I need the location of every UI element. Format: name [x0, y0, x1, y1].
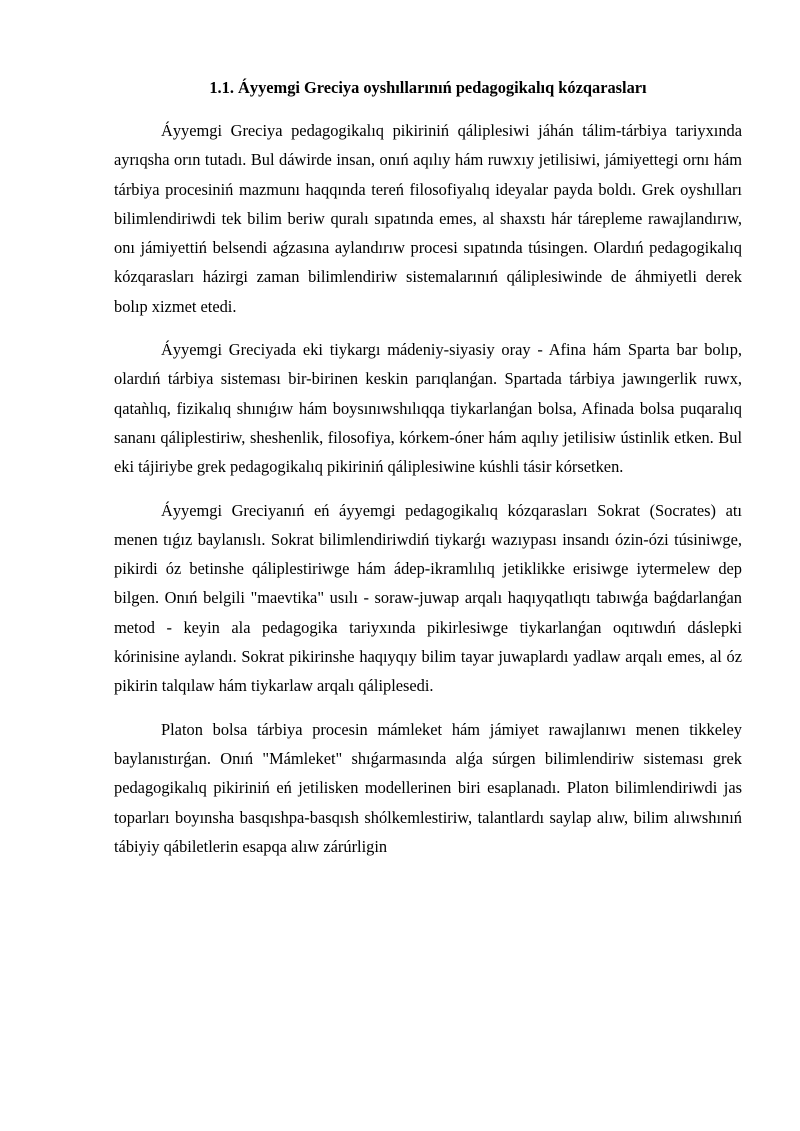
paragraph-plato: Platon bolsa tárbiya procesin mámleket hám jámiyet rawajlanıwı menen tikkeley baylanıstırǵan. Onıń "Mámleket" shıǵarmasında alǵa súrgen bilimlendiriw sisteması grek pedagogikalıq pikiriniń eń jetilisken modellerinen biri esaplanadı. Platon bilimlendiriwdi jas toparları boyınsha basqıshpa-basqısh shólkemlestiriw, talantlardı saylap alıw, bilim alıwshınıń tábiyiy qábiletlerin esapqa alıw zárúrligin: [114, 719, 742, 856]
document-page: [114, 73, 742, 875]
paragraph-socrates: Áyyemgi Greciyanıń eń áyyemgi pedagogikalıq kózqarasları Sokrat (Socrates) atı menen tıǵız baylanıslı. Sokrat bilimlendiriwdiń tiykarǵı wazıypası insandı ózin-ózi túsiniwge, pikirdi óz betinshe qáliplestiriwge hám ádep-ikramlılıq jetiklikke erisiwge iytermelew dep bilgen. Onıń belgili "maevtika" usılı - soraw-juwap arqalı haqıyqatlıqtı tabıwǵa baǵdarlanǵan metod - keyin ala pedagogika tariyxında pikirlesiwge tiykarlanǵan oqıtıwdıń dáslepki kórinisine aylandı. Sokrat pikirinshe haqıyqıy bilim tayar juwaplardı yadlaw arqalı emes, al óz pikirin talqılaw hám tiykarlaw arqalı qáliplesedi.: [114, 500, 742, 696]
section-heading: 1.1. Áyyemgi Greciya oyshıllarınıń pedagogikalıq kózqarasları: [209, 78, 647, 97]
paragraph-intro: Áyyemgi Greciya pedagogikalıq pikiriniń qáliplesiwi jáhán tálim-tárbiya tariyxında ayrıqsha orın tutadı. Bul dáwirde insan, onıń aqılıy hám ruwxıy jetilisiwi, jámiyettegi ornı hám tárbiya procesiniń mazmunı haqqında tereń filosofiyalıq ideyalar payda boldı. Grek oyshılları bilimlendiriwdi tek bilim beriw quralı sıpatında emes, al shaxstı hár tárepleme rawajlandırıw, onı jámiyettiń belsendi aǵzasına aylandırıw procesi sıpatında túsingen. Olardıń pedagogikalıq kózqarasları házirgi zaman bilimlendiriw sistemalarınıń qáliplesiwinde de áhmiyetli derek bolıp xizmet etedi.: [114, 121, 742, 316]
paragraph-athens-sparta: Áyyemgi Greciyada eki tiykargı mádeniy-siyasiy oray - Afina hám Sparta bar bolıp, olardıń tárbiya sisteması bir-birinen keskin parıqlanǵan. Spartada tárbiya jawıngerlik ruwx, qataǹlıq, fizikalıq shınıǵıw hám boysınıwshılıqqa tiykarlanǵan bolsa, Afinada bolsa puqaralıq sananı qáliplestiriw, sheshenlik, filosofiya, kórkem-óner hám aqılıy jetilisiw ústinlik etken. Bul eki tájiriybe grek pedagogikalıq pikiriniń qáliplesiwine kúshli tásir kórsetken.: [114, 340, 742, 477]
